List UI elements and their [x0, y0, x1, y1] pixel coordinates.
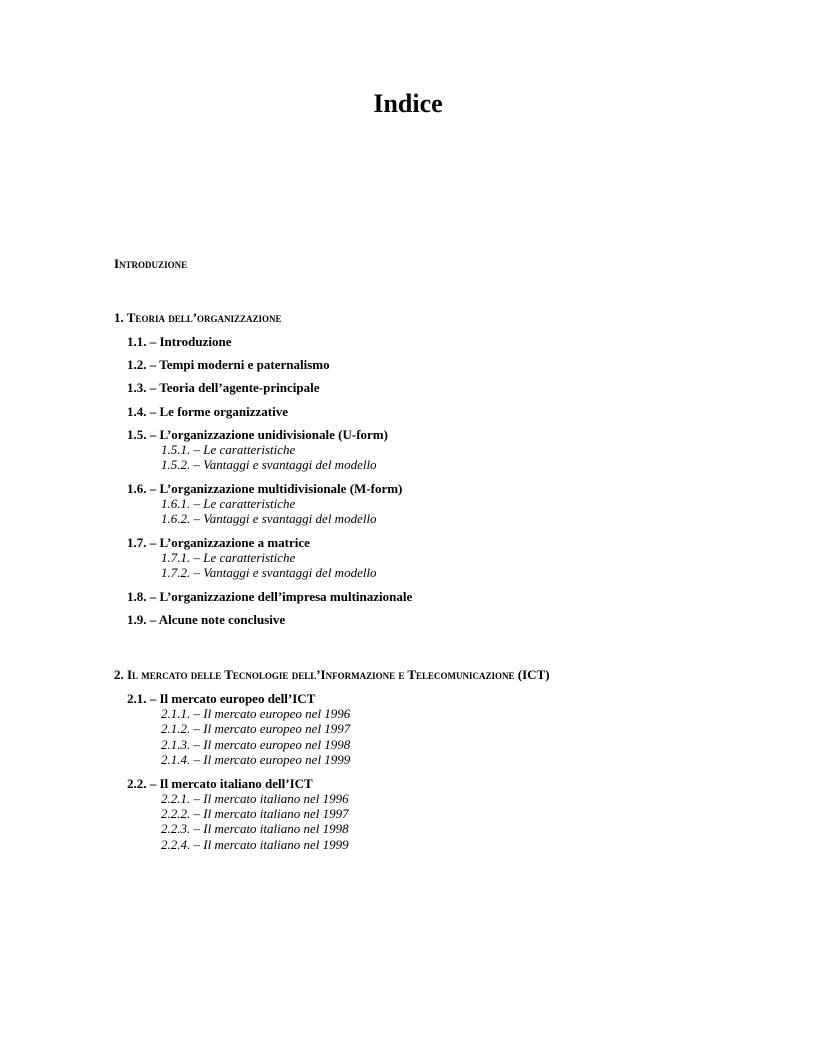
toc-subsection-2-2-4: 2.2.4. – Il mercato italiano nel 1999	[161, 837, 349, 852]
toc-section-1-1: 1.1. – Introduzione	[127, 334, 232, 349]
toc-section-1-3: 1.3. – Teoria dell’agente-principale	[127, 380, 320, 395]
toc-subsection-2-2-2: 2.2.2. – Il mercato italiano nel 1997	[161, 806, 349, 821]
toc-subsection-2-1-3: 2.1.3. – Il mercato europeo nel 1998	[161, 737, 351, 752]
toc-subsection-1-5-1: 1.5.1. – Le caratteristiche	[161, 442, 296, 457]
toc-introduction: Introduzione	[114, 256, 188, 271]
toc-chapter-1: 1. Teoria dell’organizzazione	[114, 310, 282, 325]
toc-subsection-2-2-1: 2.2.1. – Il mercato italiano nel 1996	[161, 791, 349, 806]
toc-section-1-4: 1.4. – Le forme organizzative	[127, 404, 289, 419]
toc-section-1-5: 1.5. – L’organizzazione unidivisionale (U-form)	[127, 427, 388, 442]
toc-section-2-2: 2.2. – Il mercato italiano dell’ICT	[127, 776, 313, 791]
toc-chapter-2: 2. Il mercato delle Tecnologie dell’Informazione e Telecomunicazione (ICT)	[114, 667, 550, 682]
toc-section-1-8: 1.8. – L’organizzazione dell’impresa multinazionale	[127, 589, 413, 604]
toc-section-1-2: 1.2. – Tempi moderni e paternalismo	[127, 357, 330, 372]
toc-subsection-2-1-2: 2.1.2. – Il mercato europeo nel 1997	[161, 721, 351, 736]
toc-subsection-2-1-4: 2.1.4. – Il mercato europeo nel 1999	[161, 752, 351, 767]
toc-subsection-2-2-3: 2.2.3. – Il mercato italiano nel 1998	[161, 821, 349, 836]
toc-subsection-1-5-2: 1.5.2. – Vantaggi e svantaggi del modello	[161, 457, 377, 472]
toc-subsection-1-7-2: 1.7.2. – Vantaggi e svantaggi del modello	[161, 565, 377, 580]
toc-subsection-1-7-1: 1.7.1. – Le caratteristiche	[161, 550, 296, 565]
toc-section-1-9: 1.9. – Alcune note conclusive	[127, 612, 286, 627]
toc-section-2-1: 2.1. – Il mercato europeo dell’ICT	[127, 691, 316, 706]
toc-section-1-6: 1.6. – L’organizzazione multidivisionale (M-form)	[127, 481, 403, 496]
page-title: Indice	[373, 89, 443, 118]
toc-subsection-1-6-2: 1.6.2. – Vantaggi e svantaggi del modello	[161, 511, 377, 526]
toc-subsection-1-6-1: 1.6.1. – Le caratteristiche	[161, 496, 296, 511]
toc-section-1-7: 1.7. – L’organizzazione a matrice	[127, 535, 310, 550]
toc-subsection-2-1-1: 2.1.1. – Il mercato europeo nel 1996	[161, 706, 351, 721]
